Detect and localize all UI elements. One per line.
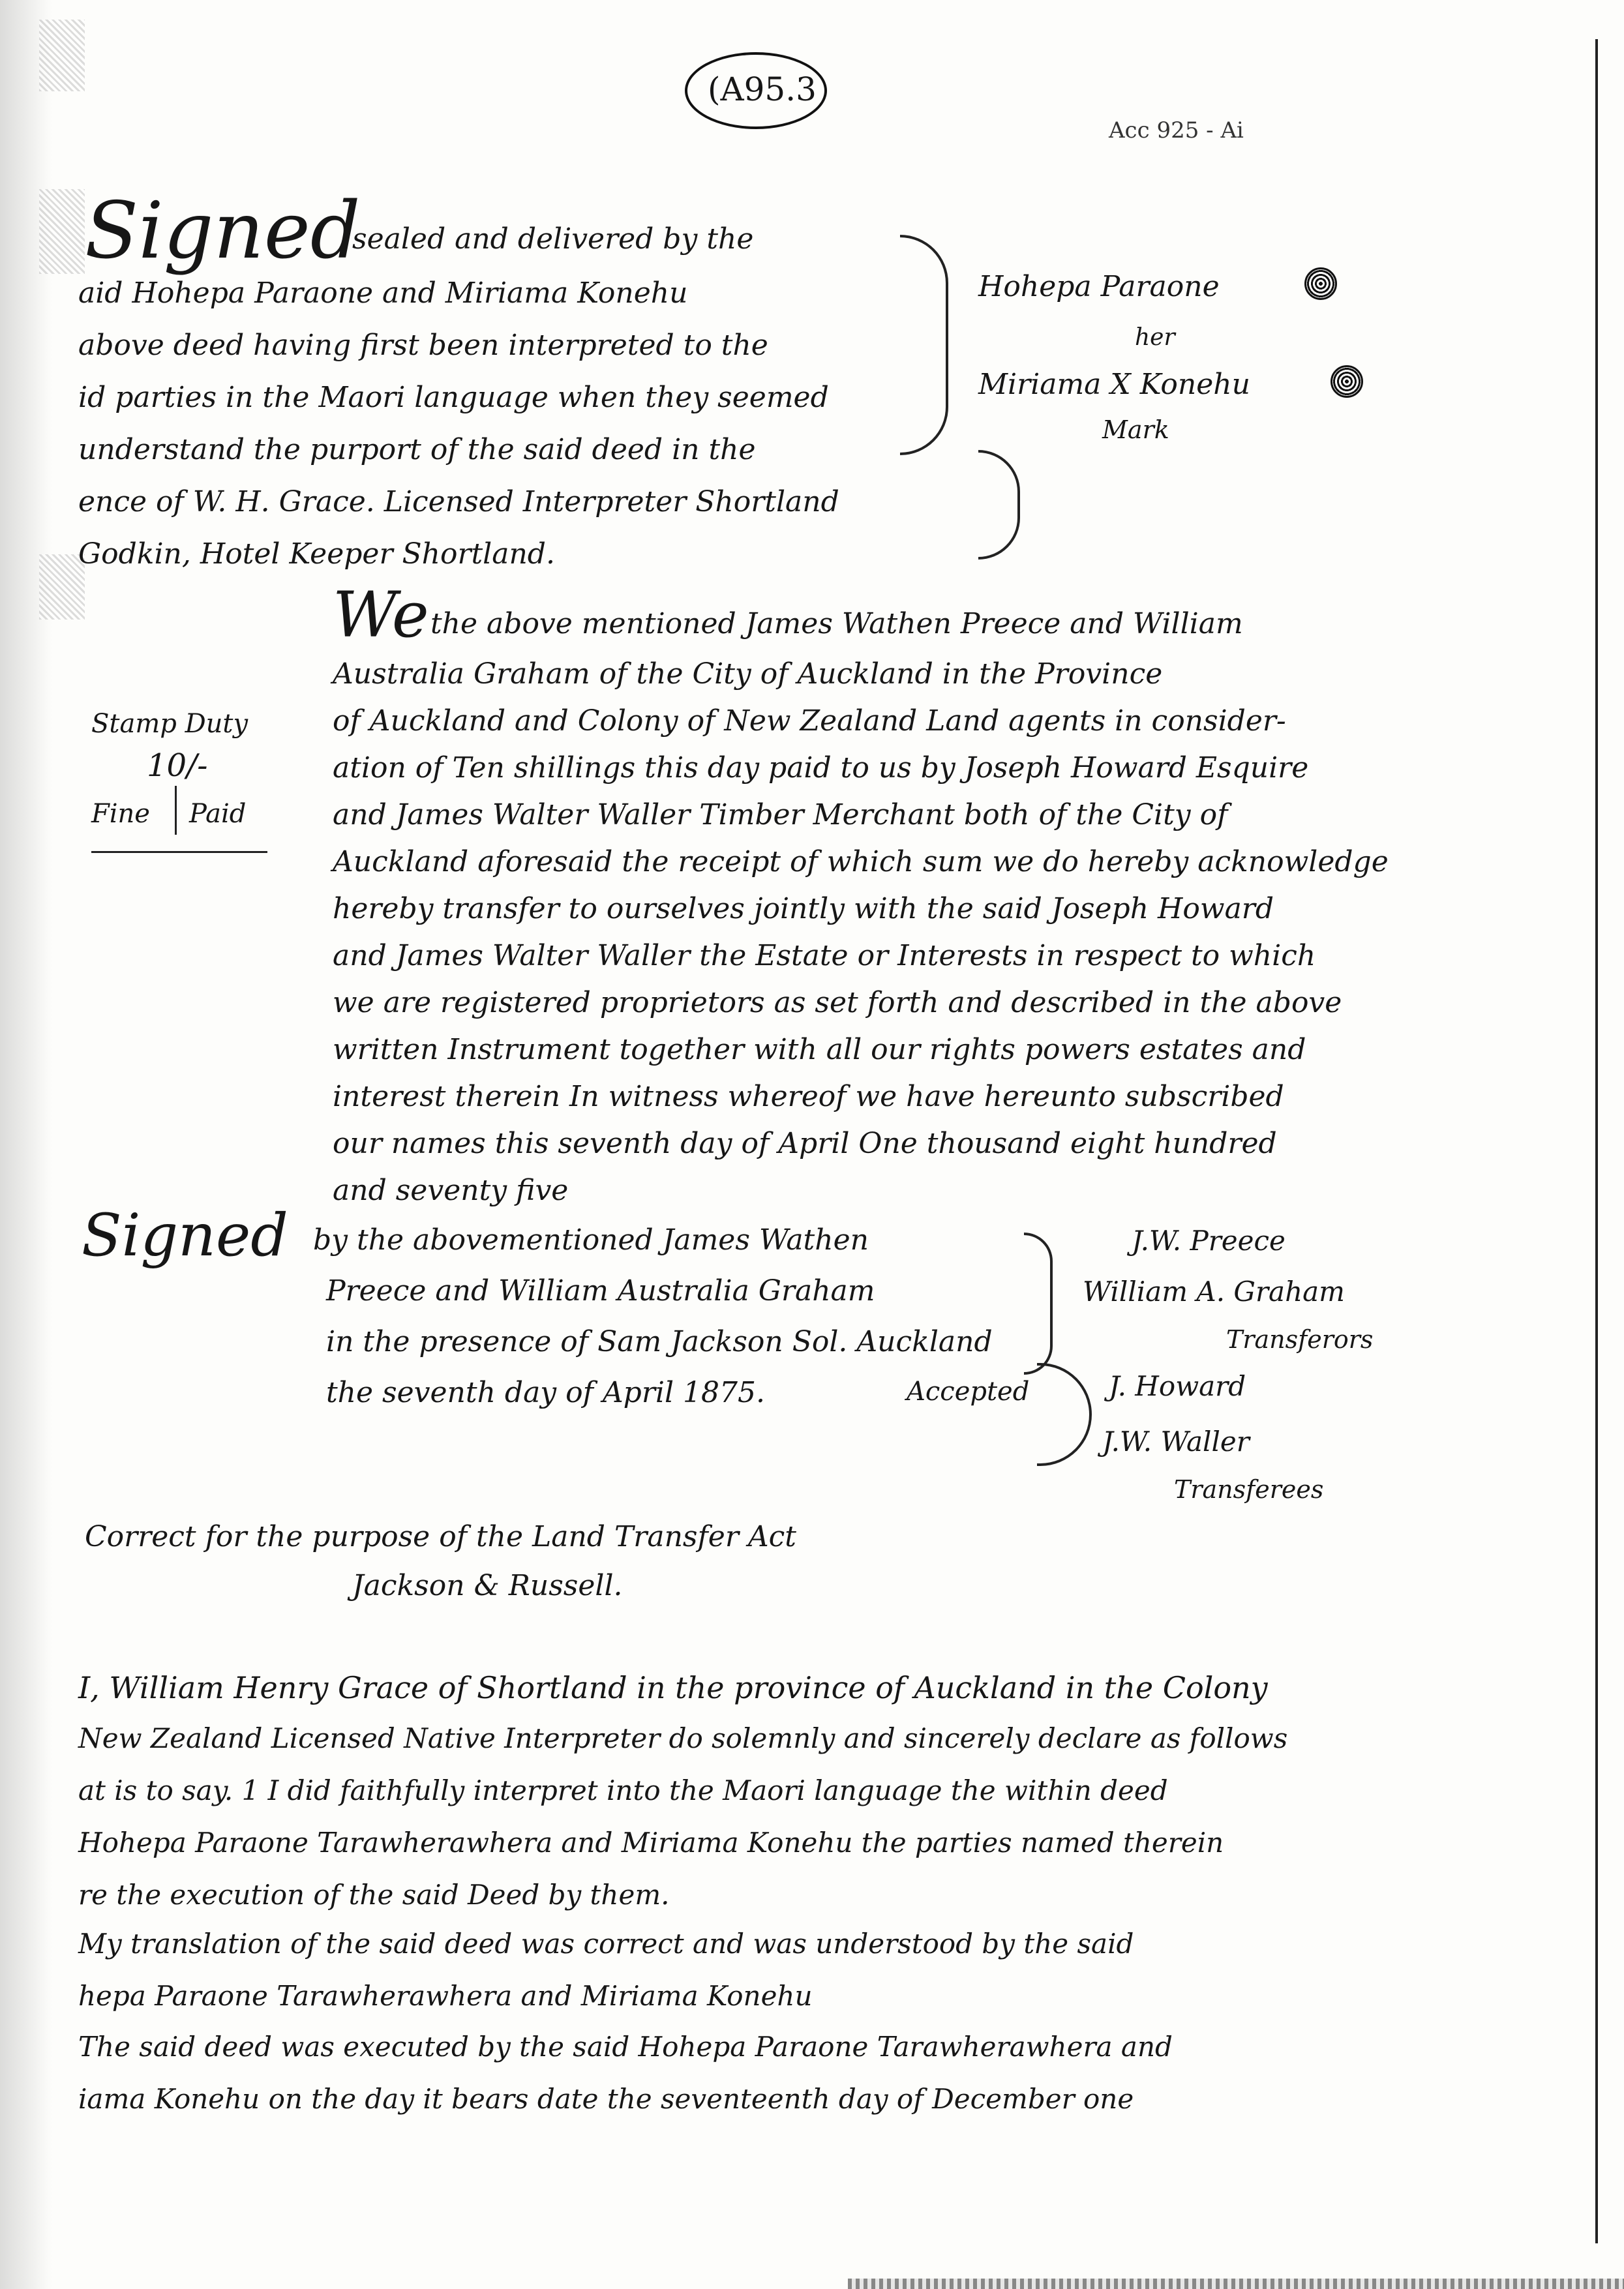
signature-miriama: Miriama X Konehu xyxy=(978,368,1250,401)
transfer-initial: We xyxy=(333,578,429,651)
declaration-line: hepa Paraone Tarawherawhera and Miriama Konehu xyxy=(78,1980,813,2012)
certification-line: Correct for the purpose of the Land Transfer Act xyxy=(85,1520,796,1553)
signed-line: by the abovementioned James Wathen xyxy=(313,1223,869,1257)
signature-hohepa: Hohepa Paraone xyxy=(978,270,1220,303)
reference-number: (A95.3 xyxy=(708,70,817,108)
transfer-line: and James Walter Waller the Estate or Interests in respect to which xyxy=(333,939,1316,972)
seal-icon xyxy=(1304,267,1337,300)
scan-edge-right xyxy=(1595,39,1598,2243)
paid-label: Paid xyxy=(189,799,247,829)
signature-waller: J.W. Waller xyxy=(1102,1426,1250,1458)
stamp-duty-amount: 10/- xyxy=(147,747,208,784)
execution-line: ence of W. H. Grace. Licensed Interpreter Shortland xyxy=(78,485,839,518)
declaration-line: at is to say. 1 I did faithfully interpret into the Maori language the within deed xyxy=(78,1774,1168,1806)
declaration-line: Hohepa Paraone Tarawherawhera and Miriama Konehu the parties named therein xyxy=(78,1827,1224,1859)
scan-edge-bottom xyxy=(848,2279,1624,2289)
stamp-duty-label: Stamp Duty xyxy=(91,709,248,739)
transfer-line: and seventy five xyxy=(333,1174,569,1207)
accession-number: Acc 925 - Ai xyxy=(1109,117,1244,143)
transfer-line: our names this seventh day of April One thousand eight hundred xyxy=(333,1127,1277,1160)
signature-mark: Mark xyxy=(1102,415,1169,444)
signature-howard: J. Howard xyxy=(1109,1370,1246,1402)
signed-line: in the presence of Sam Jackson Sol. Auckland xyxy=(326,1325,993,1358)
declaration-line: New Zealand Licensed Native Interpreter do solemnly and sincerely declare as follows xyxy=(78,1722,1288,1754)
signed-heading: Signed xyxy=(82,1201,288,1270)
transfer-line: hereby transfer to ourselves jointly with the said Joseph Howard xyxy=(333,892,1274,925)
margin-divider xyxy=(175,786,177,835)
execution-heading: Signed xyxy=(85,186,361,277)
signature-graham: William A. Graham xyxy=(1083,1276,1345,1308)
signature-her: her xyxy=(1135,324,1175,351)
execution-line: id parties in the Maori language when they seemed xyxy=(78,381,829,414)
transfer-line: written Instrument together with all our rights powers estates and xyxy=(333,1033,1306,1066)
transfer-line: and James Walter Waller Timber Merchant both of the City of xyxy=(333,798,1228,831)
transferees-label: Transferees xyxy=(1174,1475,1324,1504)
execution-brace-lower xyxy=(978,450,1020,560)
scan-speck-mid xyxy=(39,189,85,274)
signed-line: Preece and William Australia Graham xyxy=(326,1274,875,1308)
execution-line: understand the purport of the said deed in the xyxy=(78,433,756,466)
transfer-line: we are registered proprietors as set forth and described in the above xyxy=(333,986,1342,1019)
declaration-line: My translation of the said deed was correct and was understood by the said xyxy=(78,1928,1134,1960)
execution-line: sealed and delivered by the xyxy=(352,222,754,256)
transferors-label: Transferors xyxy=(1226,1325,1374,1354)
accepted-brace xyxy=(1037,1363,1092,1466)
transfer-line: interest therein In witness whereof we have hereunto subscribed xyxy=(333,1080,1284,1113)
accepted-label: Accepted xyxy=(907,1377,1030,1407)
transfer-line: the above mentioned James Wathen Preece and William xyxy=(430,607,1243,640)
transfer-line: of Auckland and Colony of New Zealand Land agents in consider- xyxy=(333,704,1286,738)
declaration-line: re the execution of the said Deed by them. xyxy=(78,1879,670,1911)
execution-line: Godkin, Hotel Keeper Shortland. xyxy=(78,537,555,571)
certification-signature: Jackson & Russell. xyxy=(352,1569,623,1602)
transfer-line: ation of Ten shillings this day paid to us by Joseph Howard Esquire xyxy=(333,751,1309,785)
transfer-line: Australia Graham of the City of Auckland in the Province xyxy=(333,657,1163,691)
signed-brace xyxy=(1024,1233,1053,1375)
scan-speck-top xyxy=(39,20,85,91)
signed-line: the seventh day of April 1875. xyxy=(326,1376,765,1409)
fine-label: Fine xyxy=(91,799,150,829)
declaration-line: The said deed was executed by the said Hohepa Paraone Tarawherawhera and xyxy=(78,2031,1173,2063)
execution-line: above deed having first been interpreted to the xyxy=(78,329,768,362)
scan-edge-left xyxy=(0,0,52,2289)
execution-line: aid Hohepa Paraone and Miriama Konehu xyxy=(78,277,688,310)
signature-preece: J.W. Preece xyxy=(1132,1225,1286,1257)
transfer-line: Auckland aforesaid the receipt of which sum we do hereby acknowledge xyxy=(333,845,1389,878)
margin-rule xyxy=(91,851,267,853)
execution-brace xyxy=(900,235,948,455)
seal-icon xyxy=(1331,365,1363,398)
declaration-line: iama Konehu on the day it bears date the seventeenth day of December one xyxy=(78,2083,1134,2115)
declaration-line: I, William Henry Grace of Shortland in the province of Auckland in the Colony xyxy=(78,1670,1268,1705)
